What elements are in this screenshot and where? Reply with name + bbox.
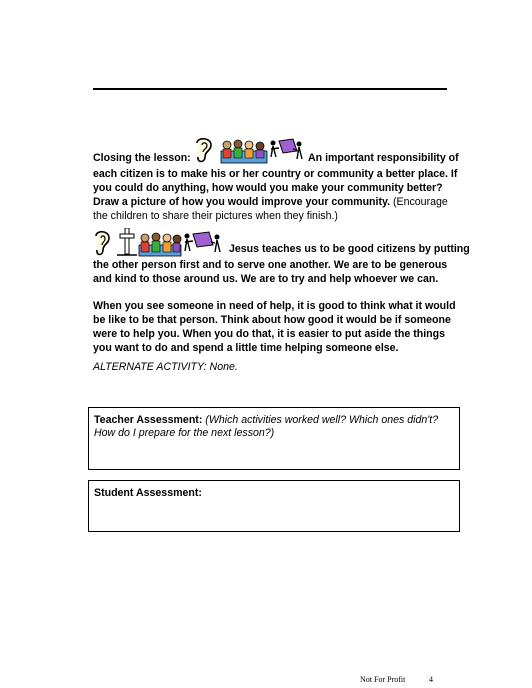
ear-icon	[197, 139, 211, 162]
closing-text: each citizen is to make his or her country or community a better place. If you could do anything, how would you make your community better? Draw a picture of how you would improve your community.	[93, 168, 458, 208]
closing-icons	[193, 137, 305, 165]
teacher-assessment-text	[94, 414, 454, 440]
jesus-icons	[93, 228, 228, 258]
ear-icon	[96, 232, 109, 255]
gift-carriers-icon	[271, 139, 303, 159]
closing-note: (Encourage the children to share their pictures when they finish.)	[93, 196, 448, 222]
student-assessment-box	[88, 480, 460, 532]
alternate-activity: ALTERNATE ACTIVITY: None.	[93, 361, 238, 373]
page-number: 4	[429, 675, 433, 684]
cross-icon	[117, 228, 137, 255]
children-group-icon	[221, 140, 267, 163]
children-group-icon	[139, 233, 181, 256]
footer-text: Not For Profit	[360, 675, 406, 684]
teacher-assessment-prompt: (Which activities worked well? Which ones didn't? How do I prepare for the next lesson?)	[94, 414, 439, 439]
help-paragraph: When you see someone in need of help, it is good to think what it would be like to be that person. Think about how good it would be if someone were to help you. When you do that, it is easier to put aside the things you want to do and spend a little time helping someone else.	[93, 300, 456, 354]
gift-carriers-icon	[185, 232, 221, 252]
student-assessment-label: Student Assessment:	[94, 487, 202, 499]
teacher-assessment-label: Teacher Assessment:	[94, 414, 203, 426]
jesus-first-line: Jesus teaches us to be good citizens by putting	[229, 243, 470, 255]
jesus-paragraph	[93, 228, 470, 286]
teacher-assessment-box	[88, 407, 460, 470]
closing-paragraph	[93, 141, 465, 223]
closing-first-line: An important responsibility of	[308, 152, 459, 164]
jesus-text: the other person first and to serve one another. We are to be generous and kind to those around us. We are to try and help whoever we can.	[93, 259, 448, 285]
header-rule	[93, 88, 447, 90]
closing-label: Closing the lesson:	[93, 152, 191, 164]
